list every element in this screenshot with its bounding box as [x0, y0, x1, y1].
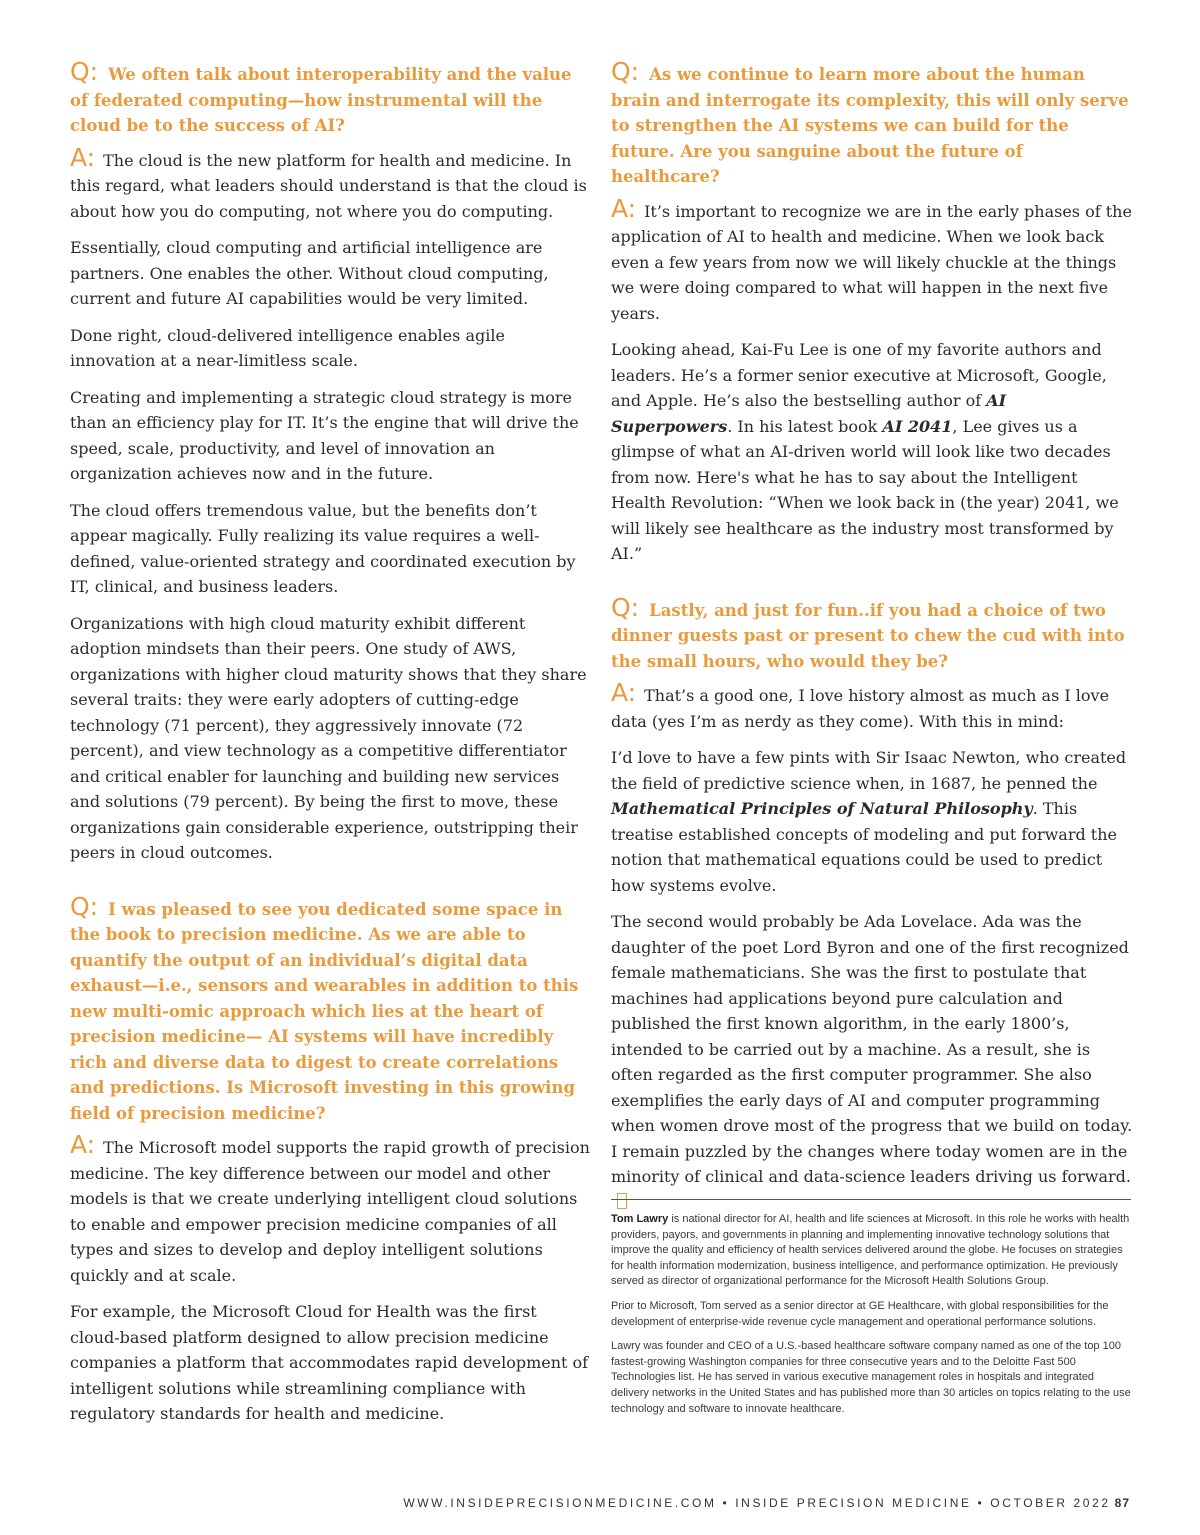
paragraph: Done right, cloud-delivered intelligence enables agile innovation at a near-limitless scale.	[70, 325, 505, 370]
paragraph: The second would probably be Ada Lovelace. Ada was the daughter of the poet Lord Byron and one of the first recognized female mathematicians. She was the first to postulate that machines had applications beyond pure calculation and published the first known algorithm, in the early 1800’s, intended to be carried out by a machine. As a result, she is often regarded as the first computer programmer. She also exemplifies the early days of AI and computer programming when women drove most of the progress that we build on today. I remain puzzled by the changes where today women are in the minority of clinical and data-science leaders driving us forward.	[611, 909, 1133, 1215]
a-marker: A:	[611, 193, 637, 223]
q-marker: Q:	[611, 592, 640, 622]
paragraph: Looking ahead, Kai-Fu Lee is one of my favorite authors and leaders. He’s a former senior executive at Microsoft, Google, and Apple. He’s also the bestselling author of AI Superpowers. In his latest book AI 2041, Lee gives us a glimpse of what an AI-driven world will look like two decades from now. Here's what he has to say about the Intelligent Health Revolution: “When we look back in (the year) 2041, we will likely see healthcare as the industry most transformed by AI.”	[611, 340, 1119, 563]
bio-paragraph: Lawry was founder and CEO of a U.S.-based healthcare software company named as one of the top 100 fastest-growing Washington companies for three consecutive years and to the Deloitte Fast 500 Technologies list. He has served in various executive management roles in hospitals and integrated delivery networks in the United States and has published more than 30 articles on topics relating to the use technology and software to innovate healthcare.	[611, 1340, 1131, 1415]
q-marker: Q:	[70, 57, 99, 86]
page-number: 87	[1114, 1496, 1130, 1510]
paragraph: Creating and implementing a strategic cloud strategy is more than an efficiency play for IT. It’s the engine that will drive the speed, scale, productivity, and level of innovation an organization achieves now and in the future.	[70, 387, 579, 483]
q-marker: Q:	[70, 891, 99, 921]
page-footer	[403, 1496, 1130, 1510]
answer-4: A: That’s a good one, I love history almost as much as I love data (yes I’m as nerdy as they come). With this in mind:	[611, 678, 1110, 731]
footer-text: WWW.INSIDEPRECISIONMEDICINE.COM • INSIDE PRECISION MEDICINE • OCTOBER 2022	[403, 1496, 1111, 1510]
question-3: Q: As we continue to learn more about the human brain and interrogate its complexity, this will only serve to strengthen the AI systems we can build for the future. Are you sanguine about the future of healthcare?	[611, 57, 1129, 186]
answer-1: A: The cloud is the new platform for health and medicine. In this regard, what leaders should understand is that the cloud is about how you do computing, not where you do computing.	[70, 142, 587, 221]
answer-2: A: The Microsoft model supports the rapid growth of precision medicine. The key difference between our model and other models is that we create underlying intelligent cloud solutions to enable and empower precision medicine companies of all types and sizes to develop and deploy intelligent solutions quickly and at scale.	[70, 1130, 590, 1285]
right-column	[611, 57, 1133, 1226]
author-bio	[611, 1199, 1131, 1426]
paragraph: For example, the Microsoft Cloud for Health was the first cloud-based platform designed to allow precision medicine companies a platform that accommodates rapid development of intelligent solutions while streamlining compliance with regulatory standards for health and medicine.	[70, 1302, 589, 1423]
a-marker: A:	[70, 1130, 96, 1159]
paragraph: The cloud offers tremendous value, but the benefits don’t appear magically. Fully realizing its value requires a well-defined, value-oriented strategy and coordinated execution by IT, clinical, and business leaders.	[70, 500, 576, 596]
book-title: Mathematical Principles of Natural Philosophy	[611, 799, 1033, 818]
answer-3: A: It’s important to recognize we are in the early phases of the application of AI to health and medicine. When we look back even a few years from now we will likely chuckle at the things we were doing compared to what will happen in the next five years.	[611, 193, 1132, 323]
paragraph: Organizations with high cloud maturity exhibit different adoption mindsets than their peers. One study of AWS, organizations with higher cloud maturity shows that they share several traits: they were early adopters of cutting-edge technology (71 percent), they aggressively innovate (72 percent), and view technology as a competitive differentiator and critical enabler for launching and building new services and solutions (79 percent). By being the first to move, these organizations gain considerable experience, outstripping their peers in cloud outcomes.	[70, 613, 587, 862]
bio-paragraph: Prior to Microsoft, Tom served as a senior director at GE Healthcare, with global responsibilities for the development of enterprise-wide revenue cycle management and operational performance solutions.	[611, 1299, 1109, 1328]
bio-paragraph: Tom Lawry is national director for AI, health and life sciences at Microsoft. In this role he works with health providers, payors, and governments in planning and implementing innovative technology solutions that improve the quality and efficiency of health services delivered around the globe. He focuses on strategies for health information modernization, business intelligence, and performance optimization. He previously served as director of organizational performance for the Microsoft Health Solutions Group.	[611, 1213, 1130, 1288]
question-2: Q: I was pleased to see you dedicated some space in the book to precision medicine. As we are able to quantify the output of an individual’s digital data exhaust—i.e., sensors and wearables in addition to this new multi-omic approach which lies at the heart of precision medicine— AI systems will have incredibly rich and diverse data to digest to create correlations and predictions. Is Microsoft investing in this growing field of precision medicine?	[70, 891, 579, 1123]
a-marker: A:	[70, 142, 96, 172]
q-marker: Q:	[611, 57, 640, 86]
a-marker: A:	[611, 678, 637, 707]
question-4: Q: Lastly, and just for fun..if you had a choice of two dinner guests past or present to chew the cud with into the small hours, who would they be?	[611, 592, 1125, 671]
paragraph: I’d love to have a few pints with Sir Isaac Newton, who created the field of predictive science when, in 1687, he penned the Mathematical Principles of Natural Philosophy. This treatise established concepts of modeling and put forward the notion that mathematical equations could be used to predict how systems evolve.	[611, 748, 1127, 895]
book-title: AI 2041	[882, 416, 953, 436]
paragraph: Essentially, cloud computing and artificial intelligence are partners. One enables the other. Without cloud computing, current and future AI capabilities would be very limited.	[70, 238, 549, 308]
left-column	[70, 57, 590, 1438]
author-name: Tom Lawry	[611, 1213, 669, 1225]
question-1: Q: We often talk about interoperability and the value of federated computing—how instrumental will the cloud be to the success of AI?	[70, 57, 572, 135]
book-title: AI Superpowers	[611, 391, 1007, 436]
